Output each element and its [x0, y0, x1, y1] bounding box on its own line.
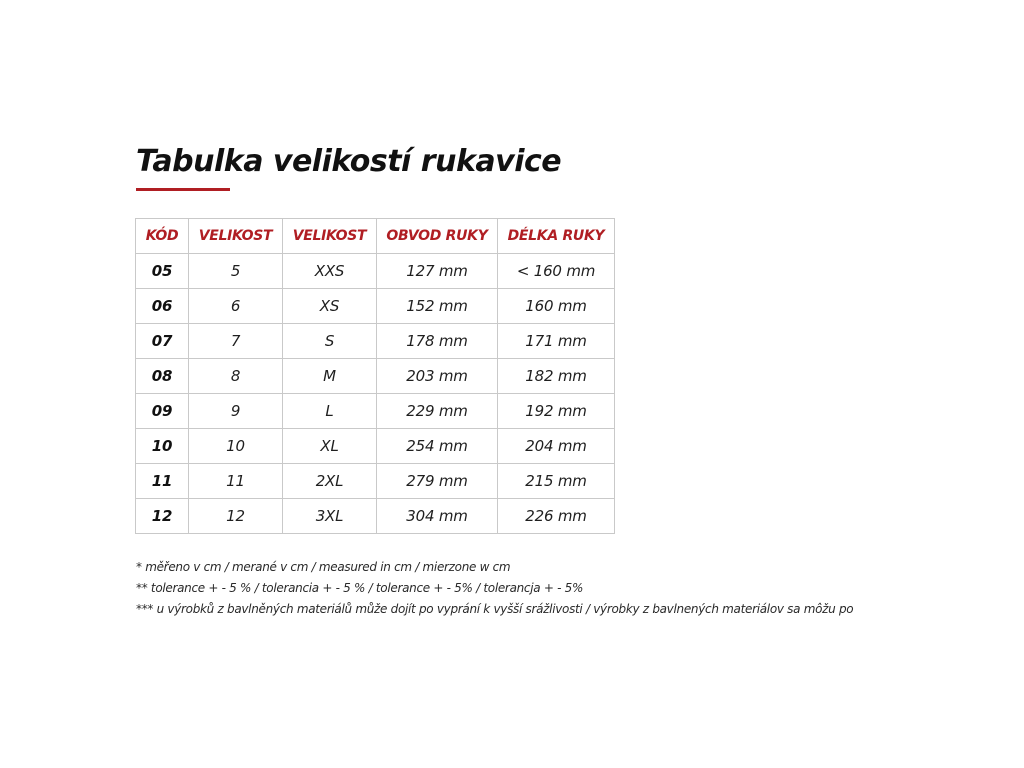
cell-size-number: 5: [189, 254, 283, 289]
size-table: [135, 218, 615, 534]
cell-size-letter: XXS: [283, 254, 377, 289]
header-size-letter: VELIKOST: [283, 219, 377, 254]
cell-size-letter: 2XL: [283, 464, 377, 499]
cell-size-number: 9: [189, 394, 283, 429]
cell-length: 182 mm: [498, 359, 615, 394]
cell-size-letter: 3XL: [283, 499, 377, 534]
table-row: [136, 254, 615, 289]
table-row: [136, 499, 615, 534]
cell-size-letter: M: [283, 359, 377, 394]
cell-circumference: 229 mm: [377, 394, 498, 429]
cell-circumference: 152 mm: [377, 289, 498, 324]
cell-length: 226 mm: [498, 499, 615, 534]
cell-code: 07: [136, 324, 189, 359]
cell-code: 09: [136, 394, 189, 429]
cell-circumference: 279 mm: [377, 464, 498, 499]
cell-circumference: 254 mm: [377, 429, 498, 464]
cell-circumference: 127 mm: [377, 254, 498, 289]
cell-code: 10: [136, 429, 189, 464]
cell-size-number: 8: [189, 359, 283, 394]
table-row: [136, 359, 615, 394]
cell-length: 160 mm: [498, 289, 615, 324]
footnote-measurement: * měřeno v cm / merané v cm / measured in cm / mierzone w cm: [136, 560, 511, 574]
cell-code: 12: [136, 499, 189, 534]
title-underline: [136, 188, 230, 191]
header-code: KÓD: [136, 219, 189, 254]
cell-code: 05: [136, 254, 189, 289]
cell-circumference: 203 mm: [377, 359, 498, 394]
header-size-number: VELIKOST: [189, 219, 283, 254]
table-row: [136, 429, 615, 464]
table-header-row: [136, 219, 615, 254]
cell-size-number: 12: [189, 499, 283, 534]
cell-size-letter: XL: [283, 429, 377, 464]
table-row: [136, 464, 615, 499]
cell-length: 215 mm: [498, 464, 615, 499]
header-hand-length: DÉLKA RUKY: [498, 219, 615, 254]
footnotes: [136, 557, 853, 620]
cell-size-letter: S: [283, 324, 377, 359]
cell-size-number: 7: [189, 324, 283, 359]
cell-size-number: 10: [189, 429, 283, 464]
table-row: [136, 394, 615, 429]
cell-code: 08: [136, 359, 189, 394]
cell-length: 204 mm: [498, 429, 615, 464]
cell-circumference: 178 mm: [377, 324, 498, 359]
cell-length: 171 mm: [498, 324, 615, 359]
cell-length: < 160 mm: [498, 254, 615, 289]
cell-code: 11: [136, 464, 189, 499]
cell-code: 06: [136, 289, 189, 324]
page-title: Tabulka velikostí rukavice: [136, 144, 562, 179]
table-row: [136, 324, 615, 359]
cell-circumference: 304 mm: [377, 499, 498, 534]
table-row: [136, 289, 615, 324]
cell-size-number: 11: [189, 464, 283, 499]
cell-size-letter: L: [283, 394, 377, 429]
cell-size-number: 6: [189, 289, 283, 324]
footnote-shrinkage: *** u výrobků z bavlněných materiálů může dojít po vyprání k vyšší srážlivosti / výrobky z bavlnených materiálov sa môžu po: [136, 602, 854, 616]
cell-length: 192 mm: [498, 394, 615, 429]
header-hand-circumference: OBVOD RUKY: [377, 219, 498, 254]
cell-size-letter: XS: [283, 289, 377, 324]
footnote-tolerance: ** tolerance + - 5 % / tolerancia + - 5 % / tolerance + - 5% / tolerancja + - 5%: [136, 581, 584, 595]
